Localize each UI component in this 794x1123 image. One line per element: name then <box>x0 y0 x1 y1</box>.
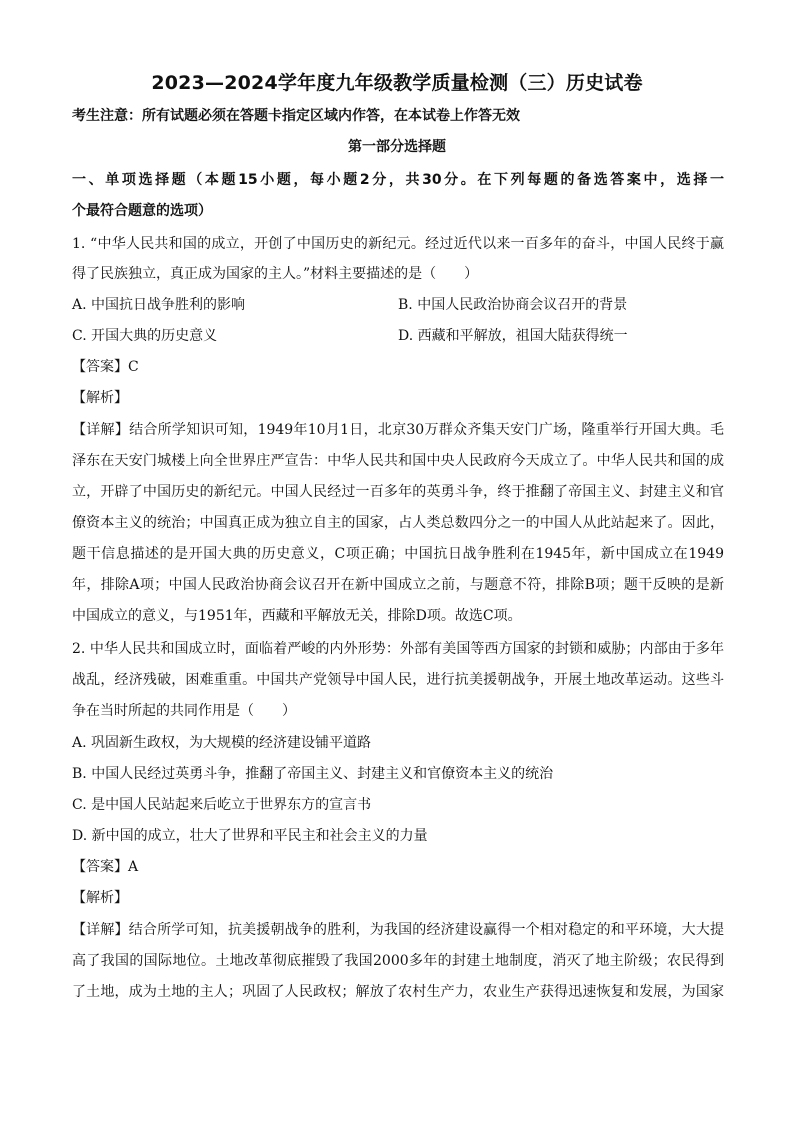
q2-detail-line-1: 【详解】结合所学可知，抗美援朝战争的胜利，为我国的经济建设赢得一个相对稳定的和平环境，大大提 <box>72 922 724 938</box>
q2-answer-value: A <box>128 859 139 875</box>
q1-detail-line-4: 僚资本主义的统治；中国真正成为独立自主的国家，占人类总数四分之一的中国人从此站起来了。因此， <box>72 515 724 531</box>
section-instruction-line-1: 一、单项选择题（本题15小题，每小题2分，共30分。在下列每题的备选答案中，选择一 <box>72 172 724 188</box>
q1-detail-line-5: 题干信息描述的是开国大典的历史意义，C项正确；中国抗日战争胜利在1945年，新中国成立在1949 <box>72 546 724 562</box>
q1-option-c: C. 开国大典的历史意义 <box>72 328 218 344</box>
q2-analysis-label: 【解析】 <box>72 890 128 906</box>
q2-option-b: B. 中国人民经过英勇斗争，推翻了帝国主义、封建主义和官僚资本主义的统治 <box>72 766 554 782</box>
q2-stem-line-3: 争在当时所起的共同作用是（ ） <box>72 703 296 719</box>
q1-analysis-label: 【解析】 <box>72 390 128 406</box>
q1-option-b: B. 中国人民政治协商会议召开的背景 <box>398 297 628 313</box>
part-title: 第一部分选择题 <box>348 139 446 155</box>
q1-detail-line-1: 【详解】结合所学知识可知，1949年10月1日，北京30万群众齐集天安门广场，隆重举行开国大典。毛 <box>72 422 724 438</box>
q2-stem-line-1: 2. 中华人民共和国成立时，面临着严峻的内外形势：外部有美国等西方国家的封锁和威胁；内部由于多年 <box>72 641 724 657</box>
q2-detail-line-3: 了土地，成为土地的主人；巩固了人民政权；解放了农村生产力，农业生产获得迅速恢复和发展，为国家 <box>72 984 724 1000</box>
q2-option-d: D. 新中国的成立，壮大了世界和平民主和社会主义的力量 <box>72 828 428 844</box>
q2-detail-line-2: 高了我国的国际地位。土地改革彻底摧毁了我国2000多年的封建土地制度，消灭了地主阶级；农民得到 <box>72 953 724 969</box>
q2-option-a: A. 巩固新生政权，为大规模的经济建设铺平道路 <box>72 735 372 751</box>
q2-option-c: C. 是中国人民站起来后屹立于世界东方的宣言书 <box>72 797 372 813</box>
section-instruction-line-2: 个最符合题意的选项） <box>72 203 212 219</box>
q1-answer-value: C <box>128 359 139 375</box>
exam-title: 2023—2024学年度九年级教学质量检测（三）历史试卷 <box>151 72 643 94</box>
q1-answer <box>72 357 724 377</box>
q1-option-a: A. 中国抗日战争胜利的影响 <box>72 297 246 313</box>
q2-stem-line-2: 战乱，经济残破，困难重重。中国共产党领导中国人民，进行抗美援朝战争，开展土地改革运动。这些斗 <box>72 672 724 688</box>
exam-notice: 考生注意：所有试题必须在答题卡指定区域内作答，在本试卷上作答无效 <box>72 108 520 124</box>
q2-answer-label: 【答案】 <box>72 859 128 875</box>
q1-option-d: D. 西藏和平解放，祖国大陆获得统一 <box>398 328 628 344</box>
q1-stem-line-1: 1. “中华人民共和国的成立，开创了中国历史的新纪元。经过近代以来一百多年的奋斗，中国人民终于赢 <box>72 236 724 252</box>
q1-answer-label: 【答案】 <box>72 359 128 375</box>
q1-detail-line-7: 中国成立的意义，与1951年，西藏和平解放无关，排除D项。故选C项。 <box>72 608 522 624</box>
q1-detail-line-6: 年，排除A项；中国人民政治协商会议召开在新中国成立之前，与题意不符，排除B项；题干反映的是新 <box>72 577 724 593</box>
q1-detail-line-2: 泽东在天安门城楼上向全世界庄严宣告：中华人民共和国中央人民政府今天成立了。中华人民共和国的成 <box>72 453 724 469</box>
q2-answer <box>72 857 724 877</box>
q1-stem-line-2: 得了民族独立，真正成为国家的主人。”材料主要描述的是（ ） <box>72 266 479 282</box>
q1-detail-line-3: 立，开辟了中国历史的新纪元。中国人民经过一百多年的英勇斗争，终于推翻了帝国主义、封建主义和官 <box>72 484 724 500</box>
